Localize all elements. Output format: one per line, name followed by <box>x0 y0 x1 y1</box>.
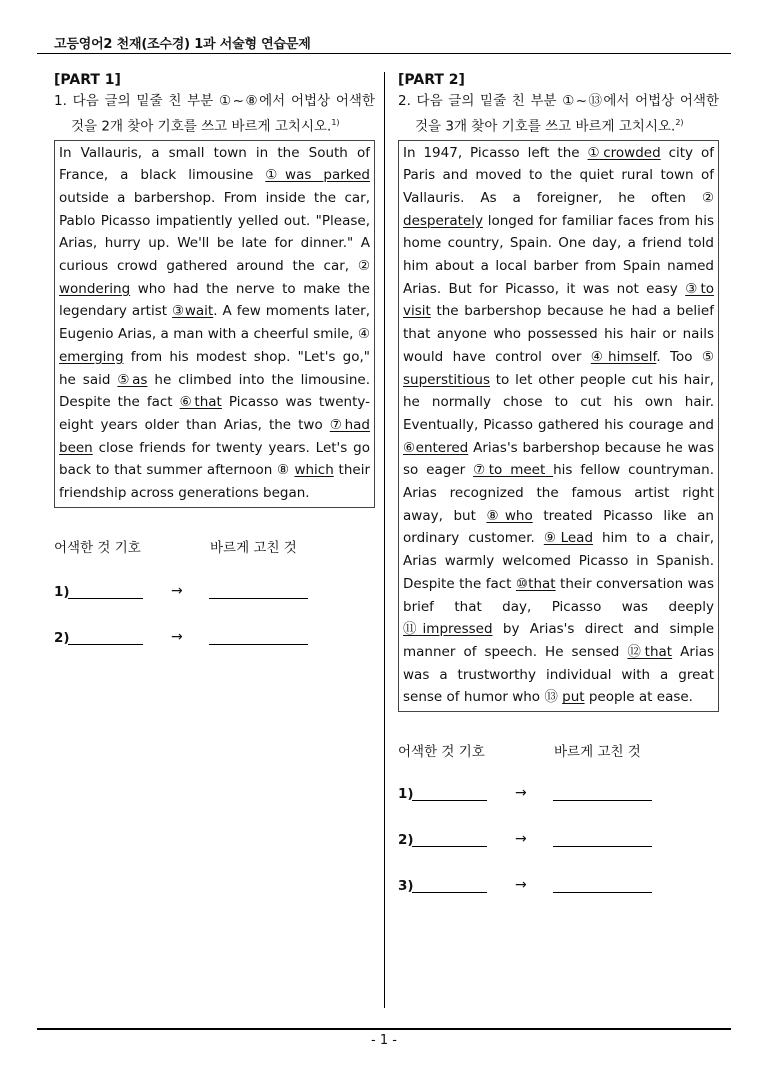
answer-number: 2) <box>54 629 70 646</box>
page-number: - 1 - <box>371 1033 397 1048</box>
answer-number: 1) <box>398 786 414 803</box>
answer-row <box>398 786 719 808</box>
part1-question <box>54 90 375 138</box>
symbol-blank[interactable] <box>412 846 487 847</box>
answer-number: 3) <box>398 878 414 895</box>
underlined-phrase: ⑥entered <box>403 439 469 456</box>
answer-col-symbol-label: 어색한 것 기호 <box>54 539 141 556</box>
arrow-icon: → <box>515 877 527 894</box>
part2-section <box>398 70 719 900</box>
passage-text: outside a barbershop. From inside the car, Pablo Picasso impatiently yelled out. "Please, Arias, hurry up. We'll be late for dinner." A curious crowd gathered around the car, ② <box>59 189 370 275</box>
part2-answer-header <box>398 740 719 762</box>
correction-blank[interactable] <box>209 644 308 645</box>
underlined-phrase: which <box>294 462 334 479</box>
part2-passage <box>398 140 719 713</box>
underlined-phrase: ⑨Lead <box>543 530 594 547</box>
passage-text: their conversation was brief that day, Picasso was deeply <box>403 575 714 615</box>
answer-number: 1) <box>54 583 70 600</box>
passage-text: the barbershop because he had a belief that anyone who possessed his hair or nails would have control over <box>403 303 714 365</box>
footer-rule <box>37 1028 731 1030</box>
answer-row <box>398 878 719 900</box>
underlined-phrase: ⑦had been <box>59 416 370 456</box>
part1-passage <box>54 140 375 508</box>
underlined-phrase: ③wait <box>172 303 214 320</box>
passage-text: Picasso was twenty-eight years older than Arias, the two <box>59 394 370 433</box>
arrow-icon: → <box>515 785 527 802</box>
header-rule <box>37 53 731 54</box>
symbol-blank[interactable] <box>68 598 143 599</box>
arrow-icon: → <box>515 831 527 848</box>
passage-text: he climbed into the limousine. Despite the fact <box>59 371 370 411</box>
passage-text: Arias's barbershop because he was so eager <box>403 439 714 479</box>
symbol-blank[interactable] <box>412 800 487 801</box>
arrow-icon: → <box>171 628 183 645</box>
part1-answer-header <box>54 536 375 558</box>
passage-text: treated Picasso like an ordinary customer. <box>403 507 714 547</box>
underlined-phrase: ⑥that <box>179 394 222 411</box>
underlined-phrase: ④himself <box>590 348 657 365</box>
underlined-phrase: wondering <box>59 280 131 297</box>
underlined-phrase: ⑫that <box>627 643 673 660</box>
passage-text: to let other people cut his hair, he normally chose to cut his own hair. Eventually, Picasso gathered his courage and <box>403 371 714 433</box>
passage-text: from his modest shop. "Let's go," he said <box>59 348 370 388</box>
passage-text: In Vallauris, a small town in the South of France, a black limousine <box>59 144 370 184</box>
part2-question <box>398 90 719 138</box>
answer-col-symbol-label: 어색한 것 기호 <box>398 744 485 761</box>
underlined-phrase: ⑦to meet <box>473 462 554 479</box>
part2-footnote: 2) <box>675 118 684 127</box>
passage-text: their friendship across generations began. <box>59 462 371 502</box>
passage-text: by Arias's direct and simple manner of speech. He sensed <box>403 621 715 660</box>
part1-footnote: 1) <box>331 118 340 127</box>
part1-section <box>54 70 375 652</box>
answer-row <box>398 832 719 854</box>
passage-text: who had the nerve to make the legendary artist <box>59 280 370 320</box>
column-divider <box>384 72 385 1008</box>
passage-text: city of Paris and moved to the quiet rural town of Vallauris. As a foreigner, he often ② <box>403 144 714 206</box>
passage-text: Arias was a trustworthy individual with a great sense of humor who ⑬ <box>403 643 715 706</box>
passage-text: longed for familiar faces from his home country, Spain. One day, a friend told him about a local barber from Spain named Arias. But for Picasso, it was not easy <box>403 212 714 297</box>
passage-text: close friends for twenty years. Let's go back to that summer afternoon ⑧ <box>59 439 370 479</box>
symbol-blank[interactable] <box>412 892 487 893</box>
underlined-phrase: ③to visit <box>403 280 714 320</box>
answer-col-correction-label: 바르게 고친 것 <box>554 744 641 761</box>
arrow-icon: → <box>171 582 183 599</box>
underlined-phrase: ⑩that <box>515 575 556 592</box>
underlined-phrase: emerging <box>59 348 124 365</box>
underlined-phrase: desperately <box>403 212 483 229</box>
correction-blank[interactable] <box>553 892 652 893</box>
part1-question-text: 1. 다음 글의 밑줄 친 부분 ①~⑧에서 어법상 어색한 것을 2개 찾아 기호를 쓰고 바르게 고치시오. <box>54 93 375 135</box>
answer-row <box>54 584 375 606</box>
passage-text: In 1947, Picasso left the <box>403 144 588 161</box>
underlined-phrase: ⑤as <box>117 371 148 388</box>
underlined-phrase: ①crowded <box>587 144 661 161</box>
passage-text: . A few moments later, Eugenio Arias, a man with a cheerful smile, ④ <box>59 303 370 343</box>
answer-number: 2) <box>398 832 414 849</box>
part1-heading: [PART 1] <box>54 72 121 88</box>
correction-blank[interactable] <box>553 846 652 847</box>
underlined-phrase: superstitious <box>403 371 490 388</box>
passage-text: his fellow countryman. Arias recognized the famous artist right away, but <box>403 462 714 524</box>
underlined-phrase: ⑪impressed <box>403 621 493 638</box>
correction-blank[interactable] <box>209 598 308 599</box>
underlined-phrase: ①was parked <box>265 167 370 184</box>
underlined-phrase: put <box>562 689 585 706</box>
passage-text: him to a chair, Arias warmly welcomed Picasso in Spanish. Despite the fact <box>403 530 715 592</box>
worksheet-title: 고등영어2 천재(조수경) 1과 서술형 연습문제 <box>54 37 311 52</box>
underlined-phrase: ⑧who <box>486 507 533 524</box>
part2-heading: [PART 2] <box>398 72 465 88</box>
answer-col-correction-label: 바르게 고친 것 <box>210 539 297 556</box>
answer-row <box>54 630 375 652</box>
part2-question-text: 2. 다음 글의 밑줄 친 부분 ①~⑬에서 어법상 어색한 것을 3개 찾아 기호를 쓰고 바르게 고치시오. <box>398 93 719 135</box>
correction-blank[interactable] <box>553 800 652 801</box>
symbol-blank[interactable] <box>68 644 143 645</box>
passage-text: people at ease. <box>584 689 693 706</box>
passage-text: . Too ⑤ <box>656 348 714 365</box>
